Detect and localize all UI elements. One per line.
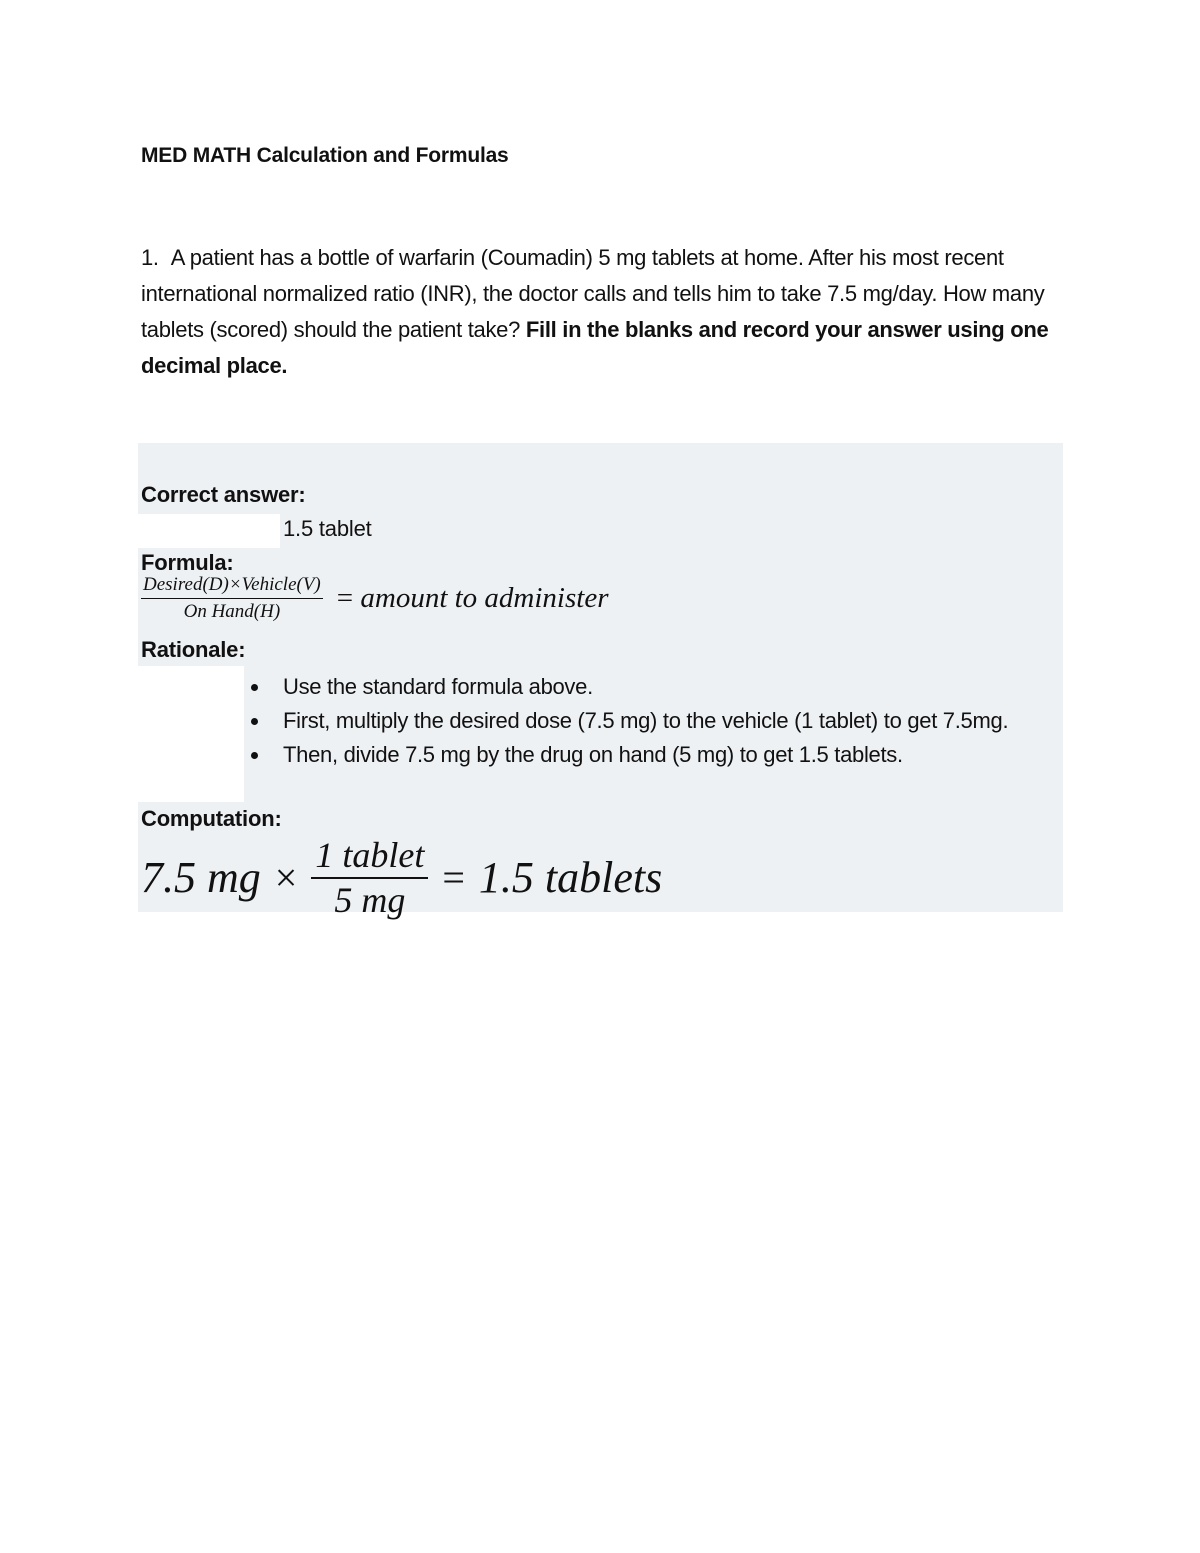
- formula-label: Formula:: [141, 550, 234, 575]
- computation-lhs: 7.5 mg: [141, 853, 261, 902]
- question-number: 1.: [141, 245, 159, 270]
- rationale-text: Use the standard formula above.: [283, 674, 593, 699]
- list-item: [246, 738, 1046, 772]
- panel-gap-answer: [138, 514, 280, 548]
- computation-equals: =: [442, 855, 465, 900]
- correct-answer-value: 1.5 tablet: [283, 516, 372, 541]
- question-text: A patient has a bottle of warfarin (Coumadin) 5 mg tablets at home. After his most recent international normalized ratio (INR), the doctor calls and tells him to take 7.5 mg/day. How many tablets (scored) should the patient take?: [141, 245, 1045, 342]
- bullet-icon: [251, 718, 258, 725]
- formula-equals: =: [336, 582, 354, 614]
- formula-denominator: On Hand(H): [183, 601, 281, 622]
- formula-fraction: [141, 574, 323, 623]
- rationale-label: Rationale:: [141, 637, 246, 662]
- computation-label: Computation:: [141, 806, 282, 831]
- computation-numerator: 1 tablet: [311, 834, 428, 879]
- formula-numerator: Desired(D)×Vehicle(V): [141, 574, 323, 599]
- list-item: [246, 670, 1046, 704]
- computation-times: ×: [274, 855, 298, 900]
- rationale-text: Then, divide 7.5 mg by the drug on hand (5 mg) to get 1.5 tablets.: [283, 742, 903, 767]
- page-title: MED MATH Calculation and Formulas: [141, 144, 509, 167]
- correct-answer-label: Correct answer:: [141, 482, 306, 507]
- computation-result: 1.5 tablets: [478, 853, 663, 902]
- computation-equation: [141, 834, 662, 921]
- bullet-icon: [251, 752, 258, 759]
- question-instruction: Fill in the blanks and record your answer using one decimal place.: [141, 317, 1049, 378]
- computation-fraction: [311, 834, 428, 921]
- formula-equation: [141, 574, 609, 623]
- rationale-text: First, multiply the desired dose (7.5 mg) to the vehicle (1 tablet) to get 7.5mg.: [283, 708, 1009, 733]
- panel-gap-rationale: [138, 666, 244, 802]
- rationale-list: [246, 670, 1046, 772]
- list-item: [246, 704, 1046, 738]
- question-paragraph: [141, 240, 1071, 384]
- formula-result: amount to administer: [360, 582, 609, 614]
- bullet-icon: [251, 684, 258, 691]
- computation-denominator: 5 mg: [334, 880, 406, 920]
